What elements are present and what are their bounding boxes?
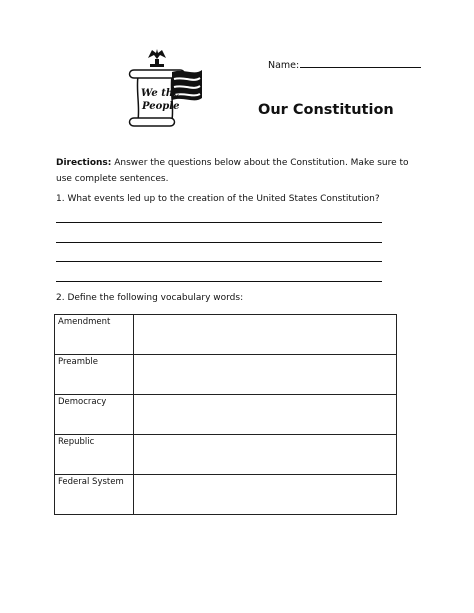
- directions-text: Answer the questions below about the Constitution. Make sure to use complete sentences.: [56, 158, 409, 184]
- table-row: [55, 315, 397, 355]
- page-title: Our Constitution: [258, 102, 394, 118]
- vocab-term-democracy: Democracy: [55, 395, 134, 435]
- table-row: [55, 435, 397, 475]
- svg-text:People: People: [142, 101, 180, 112]
- name-field[interactable]: [268, 58, 421, 71]
- we-the-people-scroll-icon: [128, 46, 210, 132]
- answer-line[interactable]: [56, 242, 382, 243]
- table-row: [55, 475, 397, 515]
- directions: [56, 155, 426, 187]
- svg-text:We the: We the: [141, 88, 180, 99]
- vocab-term-republic: Republic: [55, 435, 134, 475]
- question-1: 1. What events led up to the creation of the United States Constitution?: [56, 194, 380, 204]
- vocab-term-federal-system: Federal System: [55, 475, 134, 515]
- name-label: Name:: [268, 60, 300, 71]
- table-row: [55, 355, 397, 395]
- question-2: 2. Define the following vocabulary words:: [56, 293, 244, 303]
- name-blank[interactable]: [300, 58, 421, 68]
- answer-line[interactable]: [56, 281, 382, 282]
- vocabulary-table: [54, 314, 397, 515]
- table-row: [55, 395, 397, 435]
- definition-cell[interactable]: [134, 315, 397, 355]
- answer-line[interactable]: [56, 222, 382, 223]
- eagle-icon: [148, 49, 166, 67]
- definition-cell[interactable]: [134, 355, 397, 395]
- definition-cell[interactable]: [134, 475, 397, 515]
- vocab-term-preamble: Preamble: [55, 355, 134, 395]
- definition-cell[interactable]: [134, 395, 397, 435]
- answer-line[interactable]: [56, 261, 382, 262]
- directions-label: Directions:: [56, 158, 112, 168]
- vocab-term-amendment: Amendment: [55, 315, 134, 355]
- definition-cell[interactable]: [134, 435, 397, 475]
